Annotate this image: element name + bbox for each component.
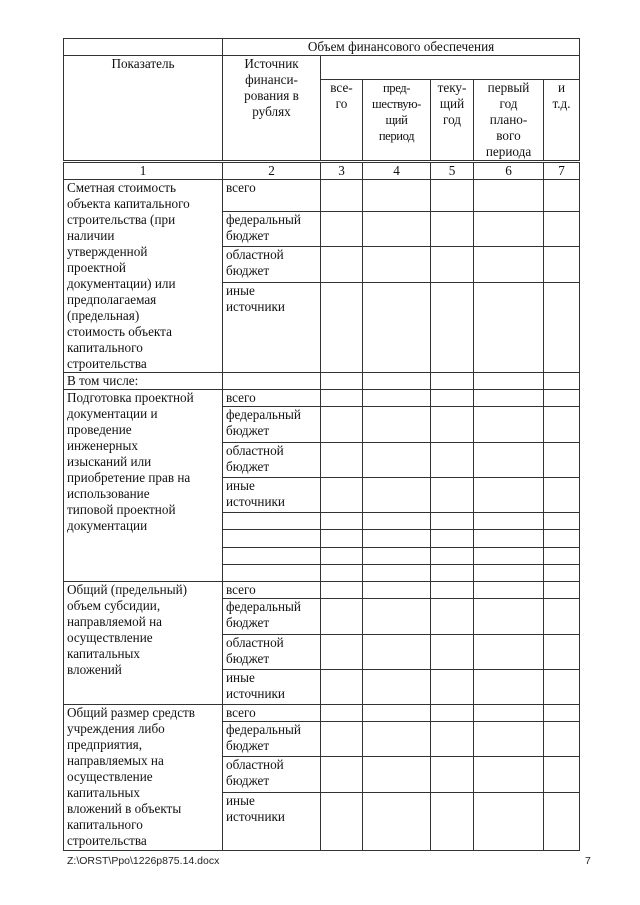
financing-table	[63, 38, 580, 851]
section-design-documentation-row-1-value-4	[363, 407, 431, 443]
including-value-6	[474, 373, 544, 390]
column-number-6: 6	[474, 162, 544, 180]
section-design-documentation-row-5-value-6	[474, 530, 544, 548]
section-estimated-cost-row-1-value-7	[544, 212, 580, 247]
section-design-documentation-row-4-value-3	[321, 513, 363, 530]
section-subsidy-volume-row-3-value-3	[321, 670, 363, 705]
section-estimated-cost-row-1-value-3	[321, 212, 363, 247]
section-institution-funds-row-0-value-7	[544, 705, 580, 722]
section-institution-funds-row-3-value-7	[544, 793, 580, 851]
section-design-documentation-row-2-value-4	[363, 443, 431, 478]
section-subsidy-volume-row-1-value-6	[474, 599, 544, 635]
header-source: Источник финанси- рования в рублях	[223, 56, 321, 162]
section-estimated-cost-row-0-value-6	[474, 180, 544, 212]
section-subsidy-volume-source-other: иные источники	[223, 670, 321, 705]
section-estimated-cost-row-2-value-6	[474, 247, 544, 283]
section-estimated-cost-row-2-value-7	[544, 247, 580, 283]
header-top-left-blank	[64, 39, 223, 56]
column-number-4: 4	[363, 162, 431, 180]
section-design-documentation-row-3-value-6	[474, 478, 544, 513]
section-estimated-cost-row-1-value-4	[363, 212, 431, 247]
section-institution-funds-row-1-value-3	[321, 722, 363, 757]
header-etc: и т.д.	[544, 80, 580, 162]
column-number-5: 5	[431, 162, 474, 180]
section-estimated-cost-row-0-value-3	[321, 180, 363, 212]
section-design-documentation-source-blank-4	[223, 513, 321, 530]
section-design-documentation-row-1-value-7	[544, 407, 580, 443]
section-design-documentation-source-all: всего	[223, 390, 321, 407]
section-subsidy-volume-row-2-value-4	[363, 635, 431, 670]
section-design-documentation-source-blank-7	[223, 565, 321, 582]
section-subsidy-volume-row-3-value-4	[363, 670, 431, 705]
section-institution-funds-row-0-value-5	[431, 705, 474, 722]
section-design-documentation-row-2-value-6	[474, 443, 544, 478]
header-periods-blank	[321, 56, 580, 80]
section-design-documentation-row-1-value-3	[321, 407, 363, 443]
section-design-documentation-row-0-value-5	[431, 390, 474, 407]
section-subsidy-volume-source-regional: областной бюджет	[223, 635, 321, 670]
header-total: все- го	[321, 80, 363, 162]
section-subsidy-volume-row-1-value-7	[544, 599, 580, 635]
section-institution-funds-row-1-value-5	[431, 722, 474, 757]
section-estimated-cost-row-3-value-6	[474, 283, 544, 373]
section-design-documentation-row-0-value-7	[544, 390, 580, 407]
section-institution-funds-row-3-value-3	[321, 793, 363, 851]
section-design-documentation-source-blank-6	[223, 548, 321, 565]
section-institution-funds-row-1-value-6	[474, 722, 544, 757]
column-number-7: 7	[544, 162, 580, 180]
column-number-3: 3	[321, 162, 363, 180]
section-design-documentation-row-3-value-3	[321, 478, 363, 513]
section-subsidy-volume-row-0-value-7	[544, 582, 580, 599]
section-design-documentation-row-6-value-6	[474, 548, 544, 565]
section-institution-funds-row-0-value-6	[474, 705, 544, 722]
including-value-3	[321, 373, 363, 390]
section-estimated-cost-row-2-value-5	[431, 247, 474, 283]
section-design-documentation-row-0-value-3	[321, 390, 363, 407]
section-institution-funds-row-2-value-5	[431, 757, 474, 793]
section-design-documentation-row-5-value-5	[431, 530, 474, 548]
section-design-documentation-row-3-value-4	[363, 478, 431, 513]
section-subsidy-volume-row-2-value-7	[544, 635, 580, 670]
section-design-documentation-row-4-value-7	[544, 513, 580, 530]
section-subsidy-volume-row-2-value-3	[321, 635, 363, 670]
section-subsidy-volume-row-2-value-5	[431, 635, 474, 670]
section-subsidy-volume-row-3-value-7	[544, 670, 580, 705]
section-design-documentation-row-2-value-7	[544, 443, 580, 478]
header-first-planning-year: первый год плано- вого периода	[474, 80, 544, 162]
section-design-documentation-row-7-value-6	[474, 565, 544, 582]
section-estimated-cost-row-1-value-5	[431, 212, 474, 247]
section-estimated-cost-row-0-value-7	[544, 180, 580, 212]
section-estimated-cost-source-federal: федеральный бюджет	[223, 212, 321, 247]
section-subsidy-volume-label: Общий (предельный) объем субсидии, направляемой на осуществление капитальных вложений	[64, 582, 223, 705]
header-indicator: Показатель	[64, 56, 223, 162]
section-institution-funds-source-other: иные источники	[223, 793, 321, 851]
section-design-documentation-source-blank-5	[223, 530, 321, 548]
section-subsidy-volume-row-0-value-5	[431, 582, 474, 599]
section-design-documentation-row-4-value-6	[474, 513, 544, 530]
section-estimated-cost-row-2-value-4	[363, 247, 431, 283]
section-design-documentation-row-2-value-3	[321, 443, 363, 478]
section-subsidy-volume-row-1-value-4	[363, 599, 431, 635]
section-design-documentation-row-1-value-5	[431, 407, 474, 443]
section-institution-funds-row-2-value-6	[474, 757, 544, 793]
header-previous-period: пред- шествую- щий период	[363, 80, 431, 162]
section-institution-funds-row-2-value-4	[363, 757, 431, 793]
section-subsidy-volume-row-0-value-4	[363, 582, 431, 599]
section-design-documentation-row-0-value-4	[363, 390, 431, 407]
section-design-documentation-row-4-value-5	[431, 513, 474, 530]
section-institution-funds-source-all: всего	[223, 705, 321, 722]
section-estimated-cost-row-3-value-4	[363, 283, 431, 373]
section-estimated-cost-row-2-value-3	[321, 247, 363, 283]
section-design-documentation-source-federal: федеральный бюджет	[223, 407, 321, 443]
header-current-year: теку- щий год	[431, 80, 474, 162]
column-number-1: 1	[64, 162, 223, 180]
section-estimated-cost-source-all: всего	[223, 180, 321, 212]
including-value-2	[223, 373, 321, 390]
section-institution-funds-row-2-value-3	[321, 757, 363, 793]
section-institution-funds-source-regional: областной бюджет	[223, 757, 321, 793]
section-design-documentation-row-6-value-3	[321, 548, 363, 565]
section-design-documentation-row-7-value-5	[431, 565, 474, 582]
section-subsidy-volume-row-3-value-5	[431, 670, 474, 705]
footer-file-path: Z:\ORST\Ppo\1226p875.14.docx	[67, 855, 220, 867]
section-design-documentation-row-6-value-5	[431, 548, 474, 565]
section-estimated-cost-label: Сметная стоимость объекта капитального строительства (при наличии утвержденной проектной документации) или предполагаемая (предельная) стоимость объекта капитального строительства	[64, 180, 223, 373]
section-design-documentation-row-6-value-7	[544, 548, 580, 565]
section-institution-funds-label: Общий размер средств учреждения либо предприятия, направляемых на осуществление капитальных вложений в объекты капитального строительства	[64, 705, 223, 851]
section-design-documentation-row-5-value-4	[363, 530, 431, 548]
section-design-documentation-row-5-value-3	[321, 530, 363, 548]
section-institution-funds-row-1-value-4	[363, 722, 431, 757]
section-estimated-cost-row-3-value-7	[544, 283, 580, 373]
footer-page-number: 7	[585, 855, 591, 867]
section-subsidy-volume-row-1-value-3	[321, 599, 363, 635]
section-institution-funds-row-0-value-4	[363, 705, 431, 722]
section-estimated-cost-row-3-value-5	[431, 283, 474, 373]
section-subsidy-volume-source-all: всего	[223, 582, 321, 599]
section-subsidy-volume-row-0-value-6	[474, 582, 544, 599]
column-number-2: 2	[223, 162, 321, 180]
section-estimated-cost-row-0-value-5	[431, 180, 474, 212]
including-value-5	[431, 373, 474, 390]
section-subsidy-volume-row-1-value-5	[431, 599, 474, 635]
section-design-documentation-source-other: иные источники	[223, 478, 321, 513]
section-estimated-cost-source-other: иные источники	[223, 283, 321, 373]
section-estimated-cost-source-regional: областной бюджет	[223, 247, 321, 283]
section-institution-funds-row-3-value-4	[363, 793, 431, 851]
section-design-documentation-row-6-value-4	[363, 548, 431, 565]
including-label: В том числе:	[64, 373, 223, 390]
section-estimated-cost-row-3-value-3	[321, 283, 363, 373]
section-design-documentation-row-2-value-5	[431, 443, 474, 478]
section-institution-funds-row-0-value-3	[321, 705, 363, 722]
section-design-documentation-row-7-value-4	[363, 565, 431, 582]
section-institution-funds-row-1-value-7	[544, 722, 580, 757]
including-value-4	[363, 373, 431, 390]
section-subsidy-volume-source-federal: федеральный бюджет	[223, 599, 321, 635]
section-institution-funds-source-federal: федеральный бюджет	[223, 722, 321, 757]
section-subsidy-volume-row-2-value-6	[474, 635, 544, 670]
section-design-documentation-row-7-value-3	[321, 565, 363, 582]
header-financing-volume: Объем финансового обеспечения	[223, 39, 580, 56]
section-design-documentation-row-0-value-6	[474, 390, 544, 407]
section-design-documentation-row-5-value-7	[544, 530, 580, 548]
section-design-documentation-row-1-value-6	[474, 407, 544, 443]
section-institution-funds-row-2-value-7	[544, 757, 580, 793]
section-estimated-cost-row-1-value-6	[474, 212, 544, 247]
section-design-documentation-row-7-value-7	[544, 565, 580, 582]
section-institution-funds-row-3-value-5	[431, 793, 474, 851]
section-design-documentation-source-regional: областной бюджет	[223, 443, 321, 478]
section-design-documentation-row-4-value-4	[363, 513, 431, 530]
section-design-documentation-row-3-value-5	[431, 478, 474, 513]
section-design-documentation-row-3-value-7	[544, 478, 580, 513]
section-subsidy-volume-row-0-value-3	[321, 582, 363, 599]
section-subsidy-volume-row-3-value-6	[474, 670, 544, 705]
section-estimated-cost-row-0-value-4	[363, 180, 431, 212]
section-design-documentation-label: Подготовка проектной документации и проведение инженерных изысканий или приобретение прав на использование типовой проектной документации	[64, 390, 223, 582]
section-institution-funds-row-3-value-6	[474, 793, 544, 851]
including-value-7	[544, 373, 580, 390]
